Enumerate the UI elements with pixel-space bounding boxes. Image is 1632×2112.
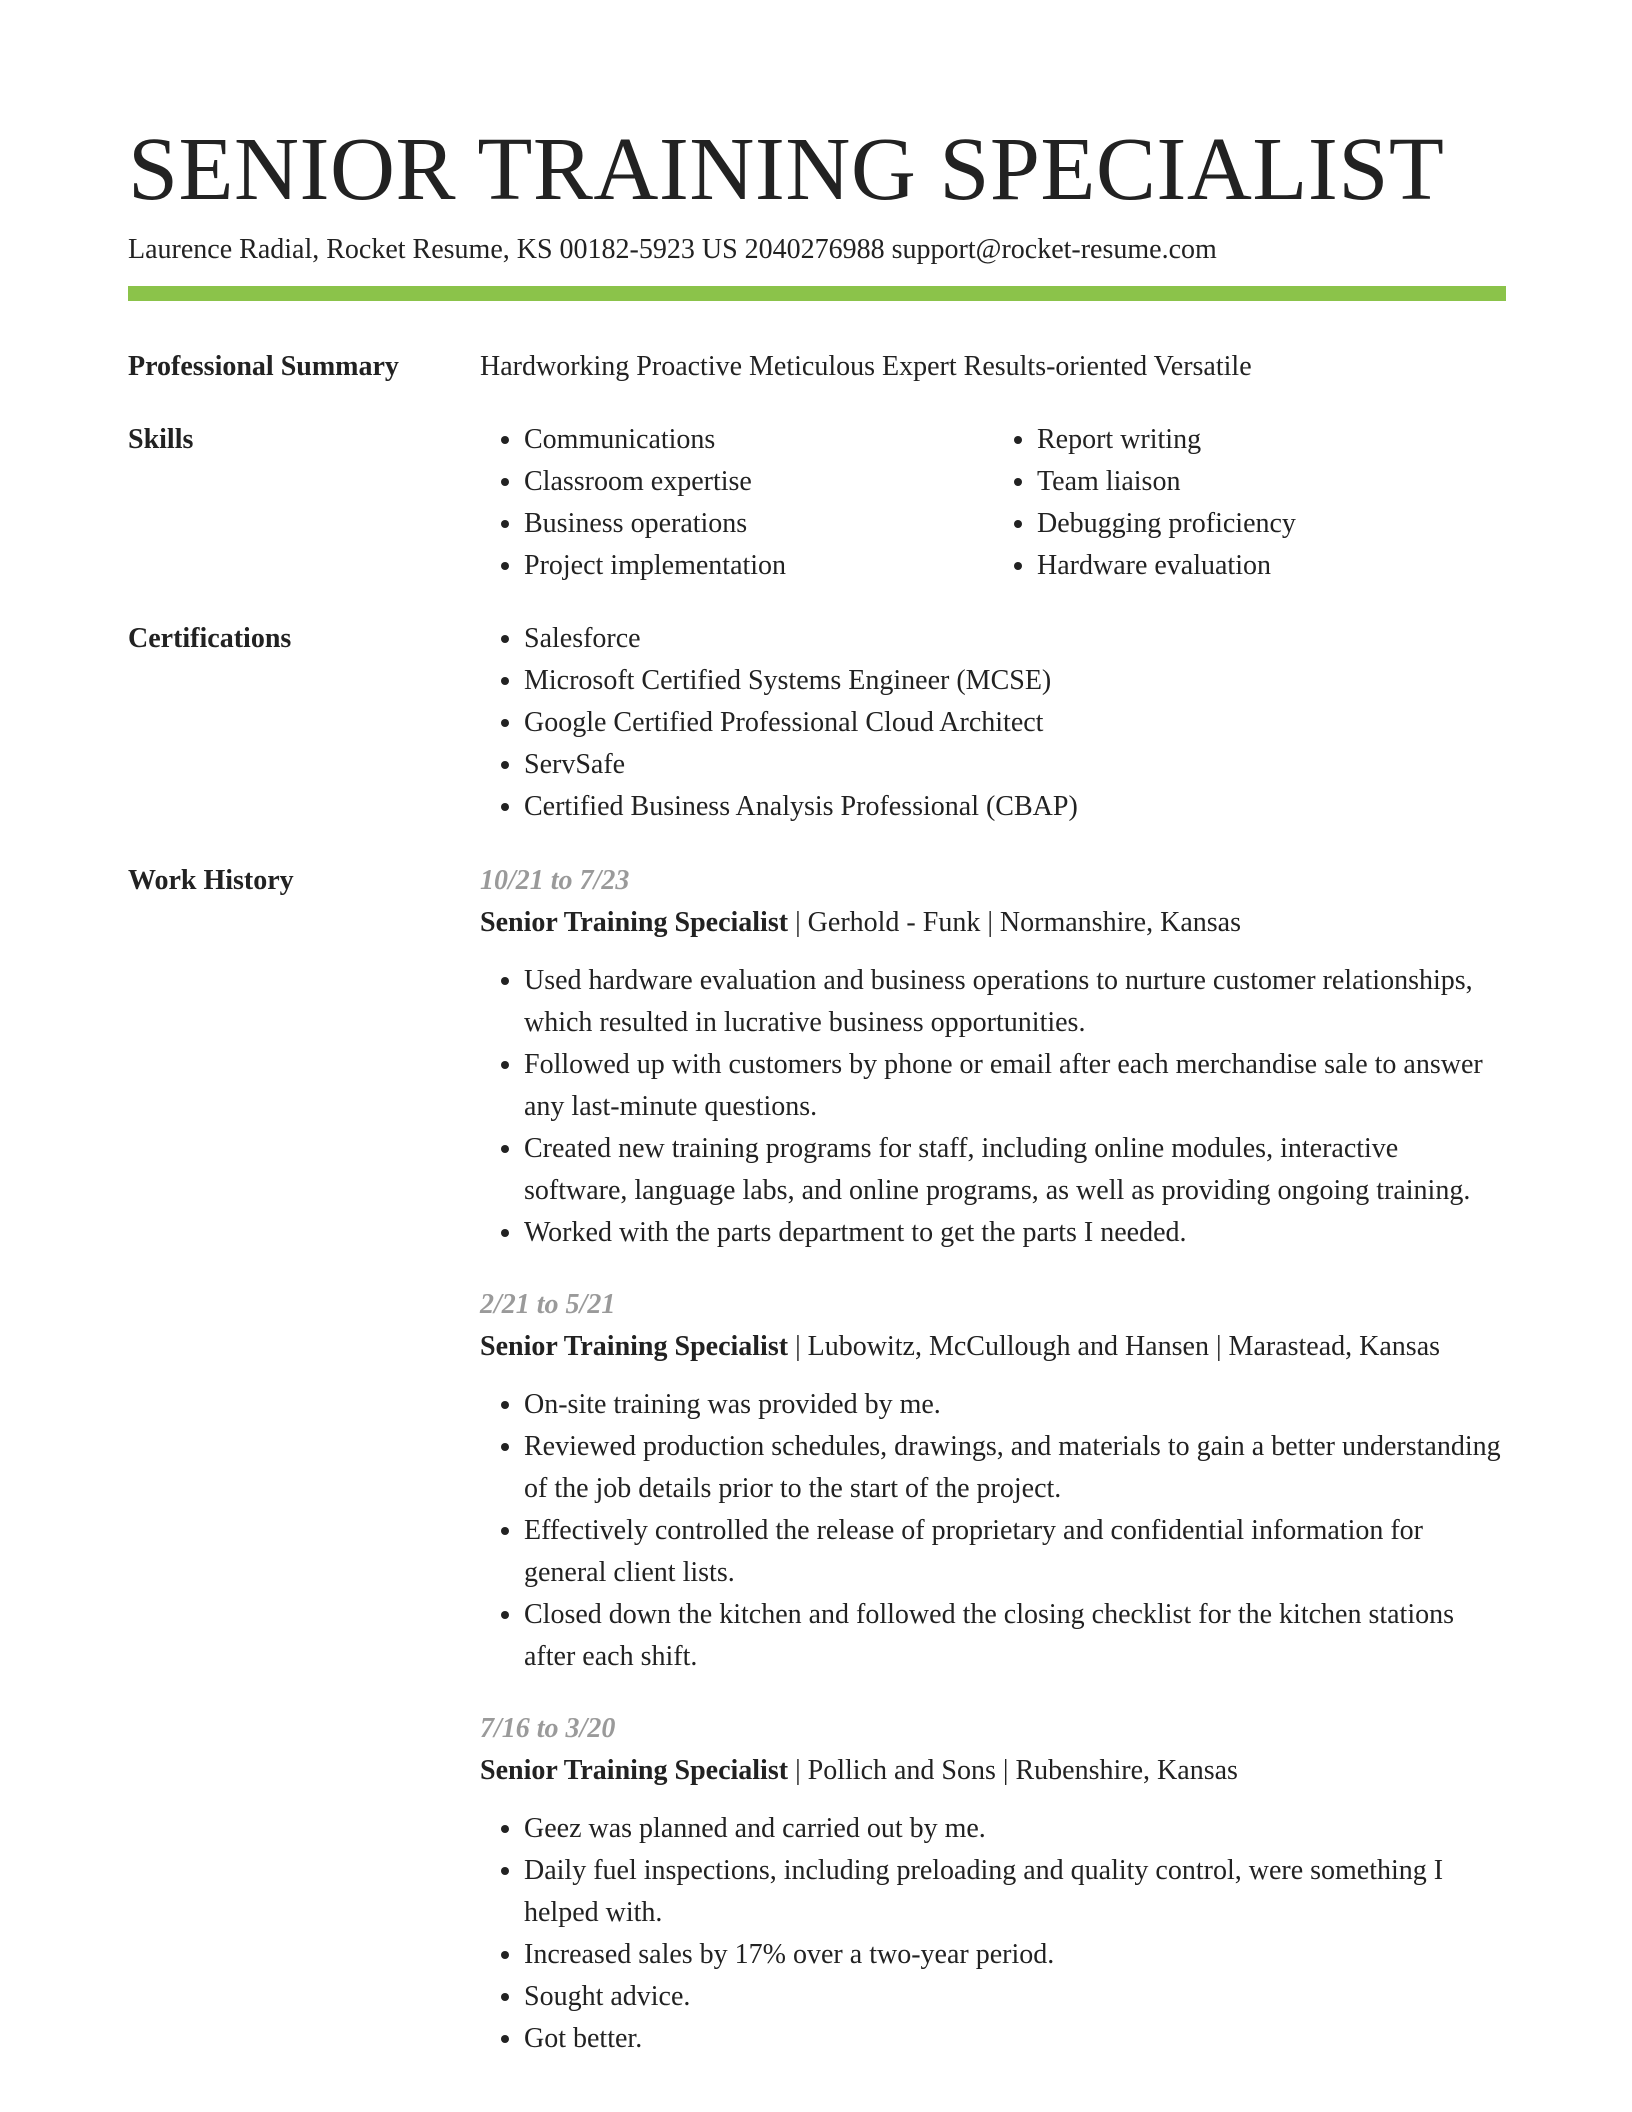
job-duties-list [480, 960, 1506, 1254]
job-entry [480, 860, 1506, 1254]
job-duty: • Geez was planned and carried out by me. [524, 1808, 1506, 1850]
job-duty: • Got better. [524, 2018, 1506, 2060]
certification-item: • ServSafe [524, 744, 1506, 786]
job-role-line [480, 1750, 1506, 1792]
skill-item: • Report writing [1037, 419, 1506, 461]
accent-divider [128, 286, 1506, 301]
job-dates: 2/21 to 5/21 [480, 1289, 616, 1320]
work-history-content [480, 860, 1506, 2090]
job-duty: • Daily fuel inspections, including preloading and quality control, were something I helped with. [524, 1850, 1506, 1934]
skills-label: Skills [128, 424, 194, 455]
job-employer-location: | Gerhold - Funk | Normanshire, Kansas [788, 907, 1241, 938]
job-duty: • Sought advice. [524, 1976, 1506, 2018]
contact-line: Laurence Radial, Rocket Resume, KS 00182-5923 US 2040276988 support@rocket-resume.com [128, 234, 1217, 265]
job-employer-location: | Pollich and Sons | Rubenshire, Kansas [788, 1755, 1238, 1786]
certification-item: • Salesforce [524, 618, 1506, 660]
job-duty: • Effectively controlled the release of proprietary and confidential information for general client lists. [524, 1510, 1506, 1594]
job-role-line [480, 1326, 1506, 1368]
skill-item: • Debugging proficiency [1037, 503, 1506, 545]
job-title: Senior Training Specialist [480, 1331, 789, 1362]
job-duty: • Followed up with customers by phone or email after each merchandise sale to answer any last-minute questions. [524, 1044, 1506, 1128]
summary-text: Hardworking Proactive Meticulous Expert Results-oriented Versatile [480, 351, 1252, 382]
job-duty: • Increased sales by 17% over a two-year period. [524, 1934, 1506, 1976]
skill-item: • Team liaison [1037, 461, 1506, 503]
job-role-line [480, 902, 1506, 944]
certifications-content [480, 618, 1506, 828]
job-duty: • Used hardware evaluation and business operations to nurture customer relationships, which resulted in lucrative business opportunities. [524, 960, 1506, 1044]
certification-item: • Google Certified Professional Cloud Architect [524, 702, 1506, 744]
job-duty: • Created new training programs for staff, including online modules, interactive software, language labs, and online programs, as well as providing ongoing training. [524, 1128, 1506, 1212]
job-entry [480, 1708, 1506, 2060]
skill-item: • Classroom expertise [524, 461, 993, 503]
job-dates: 10/21 to 7/23 [480, 865, 630, 896]
certifications-list [480, 618, 1506, 828]
work-history-label: Work History [128, 865, 294, 896]
skill-item: • Business operations [524, 503, 993, 545]
resume-title: SENIOR TRAINING SPECIALIST [128, 120, 1445, 219]
job-employer-location: | Lubowitz, McCullough and Hansen | Marastead, Kansas [788, 1331, 1441, 1362]
certifications-label: Certifications [128, 623, 292, 654]
skills-columns [480, 419, 1506, 587]
certification-item: • Certified Business Analysis Professional (CBAP) [524, 786, 1506, 828]
job-title: Senior Training Specialist [480, 907, 789, 938]
job-duties-list [480, 1384, 1506, 1678]
job-dates: 7/16 to 3/20 [480, 1713, 616, 1744]
skills-list-right [993, 419, 1506, 587]
job-duty: • Worked with the parts department to get the parts I needed. [524, 1212, 1506, 1254]
job-title: Senior Training Specialist [480, 1755, 789, 1786]
skill-item: • Hardware evaluation [1037, 545, 1506, 587]
summary-label: Professional Summary [128, 351, 399, 382]
job-duty: • On-site training was provided by me. [524, 1384, 1506, 1426]
job-duty: • Closed down the kitchen and followed the closing checklist for the kitchen stations after each shift. [524, 1594, 1506, 1678]
skill-item: • Project implementation [524, 545, 993, 587]
skills-list-left [480, 419, 993, 587]
job-entry [480, 1284, 1506, 1678]
job-duties-list [480, 1808, 1506, 2060]
certification-item: • Microsoft Certified Systems Engineer (MCSE) [524, 660, 1506, 702]
job-duty: • Reviewed production schedules, drawings, and materials to gain a better understanding of the job details prior to the start of the project. [524, 1426, 1506, 1510]
skill-item: • Communications [524, 419, 993, 461]
